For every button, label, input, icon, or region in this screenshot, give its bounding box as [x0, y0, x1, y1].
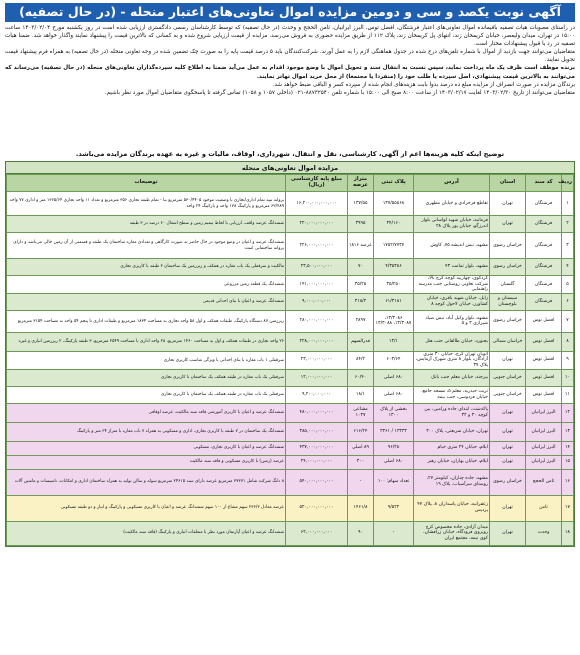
- plate-cell: تعداد سهام: ۱۰۰: [374, 469, 414, 495]
- table-row: [7, 259, 574, 276]
- plate-cell: ۳۴/۱۶۰: [374, 216, 414, 233]
- plate-cell: ۱۳۳۳۳ / ۳۳۶۱: [374, 422, 414, 441]
- col-row-number: ردیف: [562, 175, 574, 192]
- plate-cell: ۶۸۰ اصلی: [374, 386, 414, 403]
- row-number-cell: ۱۶: [562, 469, 574, 495]
- plate-cell: ۹۶/۲۸: [374, 441, 414, 455]
- row-number-cell: ۱۰: [562, 369, 574, 386]
- area-cell: ۱۴۶۱/۸: [348, 495, 374, 521]
- address-cell: کردکوی، چهاربید کوچه کرج بالا، شرکت تعاونی روستایی جنب مدرسه راهنمایی: [414, 276, 490, 294]
- plate-cell: ۱۳۷/۵۵۸۶۸: [374, 192, 414, 216]
- row-number-cell: ۱۲: [562, 403, 574, 422]
- doc-code-cell: فرشتگان: [526, 233, 562, 259]
- address-cell: بیرجند، خیابان معلم جنب بانک: [414, 369, 490, 386]
- address-cell: تهران، خیابان شریعتی، پلاک ۳۰۰: [414, 422, 490, 441]
- address-cell: مشهد، بلوار وکیل آباد، نبش صیاد شیرازی ۳ و ۵: [414, 310, 490, 332]
- intro-paragraph: متقاضیان می‌توانند از تاریخ ۱۴۰۳/۰۲/۳۰ لغایت ۱۴۰۳/۰۲/۱۷ از ساعت ۸:۰۰ صبح الی ۱۵:۰۰ با شماره تلفن ۸۸۷۳۲۵۴۰-۰۲۱ (داخلی ۱۰۵۷ و ۱۰۵۸) تماس گرفته تا پاسخگوی متقاضیان اموال مورد نظر باشیم.: [104, 89, 575, 96]
- address-cell: ایلام، خیابان بهاران، خیابان رهبر: [414, 455, 490, 469]
- doc-code-cell: ثامن الحجج: [526, 469, 562, 495]
- province-cell: تهران: [490, 192, 526, 216]
- area-cell: -: [348, 469, 374, 495]
- area-cell: قدرالسهم: [348, 332, 374, 351]
- row-number-cell: ۱۷: [562, 495, 574, 521]
- table-row: [7, 455, 574, 469]
- col-plate: پلاک ثبتی: [374, 175, 414, 192]
- base-price-cell: ۲۴,۰۰۰,۰۰۰,۰۰۰: [286, 455, 348, 469]
- col-address: آدرس: [414, 175, 490, 192]
- col-description: توضیحات: [7, 175, 286, 192]
- area-cell: ۹۰: [348, 521, 374, 545]
- address-cell: بجنورد، خیابان طالقانی جنب هتل: [414, 332, 490, 351]
- area-cell: ۱۳۷/۵۵: [348, 192, 374, 216]
- description-cell: مالکیت و سرقفلی یک باب مغازه در همکف و زیرزمین یک ساختمان ۳ طبقه با کاربری تجاری: [7, 259, 286, 276]
- base-price-cell: ۵۴۰,۰۰۰,۰۰۰,۰۰۰: [286, 469, 348, 495]
- address-cell: زابل، خیابان شهید باقری، خیابان کشاورز، خیابان لاحول کوچه ۸: [414, 293, 490, 310]
- table-row: [7, 216, 574, 233]
- plate-cell: ۶۰۳/۶۴: [374, 351, 414, 369]
- base-price-cell: ۱۲,۰۰۰,۰۰۰,۰۰۰: [286, 369, 348, 386]
- row-number-cell: ۶: [562, 293, 574, 310]
- base-price-cell: ۱۶,۲۰۰,۰۰۰,۰۰۰,۰۰۰: [286, 192, 348, 216]
- base-price-cell: ۲۸۰,۰۰۰,۰۰۰,۰۰۰: [286, 310, 348, 332]
- description-cell: ششدانگ عرصه و اعیان با کاربری تجاری، مسکونی: [7, 441, 286, 455]
- description-cell: سرقفلی یک باب مغازه در طبقه همکف یک ساختمان با کاربری تجاری: [7, 369, 286, 386]
- intro-paragraph: متقاضیان می‌توانند جهت بازدید از اموال با شماره تلفن‌های درج شده در جدول هماهنگی لازم را به عمل آورند. شرکت‌کنندگان باید ۵ درصد قیمت پایه را به صورت چک تضمین شده در وجه تعاونی منحله (در حال تصفیه) به همراه فرم پیشنهاد قیمت تحویل نمایند.: [5, 49, 575, 64]
- doc-code-cell: افضل توس: [526, 351, 562, 369]
- base-price-cell: ۲۲۶,۰۰۰,۰۰۰,۰۰۰: [286, 233, 348, 259]
- intro-text: [5, 24, 575, 148]
- base-price-cell: ۳۸۵,۰۰۰,۰۰۰,۰۰۰: [286, 422, 348, 441]
- row-number-cell: ۱۸: [562, 521, 574, 545]
- description-cell: ششدانگ یک ساختمان در ۷ طبقه با کاربری تجاری، اداری و مسکونی به همراه ۷ باب مغازه با متراژ ۳۴ متر و پارکینگ: [7, 422, 286, 441]
- area-cell: مشاعی ۱۰۳۷: [348, 403, 374, 422]
- area-cell: ۸۴/۲: [348, 351, 374, 369]
- address-cell: ایلام، خیابان ۲۴ متری خیام: [414, 441, 490, 455]
- base-price-cell: ۲۳,۵۰۰,۰۰۰,۰۰۰: [286, 259, 348, 276]
- base-price-cell: ۵۲۰,۰۰۰,۰۰۰,۰۰۰: [286, 495, 348, 521]
- province-cell: خراسان شمالی: [490, 332, 526, 351]
- area-cell: ۶۰/۴۰: [348, 369, 374, 386]
- doc-code-cell: افضل توس: [526, 386, 562, 403]
- doc-code-cell: افضل توس: [526, 332, 562, 351]
- address-cell: میدان آزادی، جاده مخصوص کرج روبروی فرودگاه، خیابان زرافشان، کوی نیمه، مجتمع ایران: [414, 521, 490, 545]
- table-body: [7, 192, 574, 546]
- base-price-cell: ۴۳۷,۰۰۰,۰۰۰,۰۰۰: [286, 441, 348, 455]
- description-cell: سرقفلی ۱ باب مغازه با بنای احداثی با ویژگی مناسب کاربری تجاری: [7, 351, 286, 369]
- area-cell: ۶۱۶/۲۴: [348, 422, 374, 441]
- province-cell: تهران: [490, 403, 526, 422]
- intro-paragraph: برنده موظف است ظرف یک ماه پرداخت نماید، سپس نسبت به انتقال سند و تحویل اموال با وضع موجود اقدام به عمل می‌آید ضمنا به اطلاع کلیه سپرده‌گذاران تعاونی‌های منحله (در حال تصفیه) می‌رساند که می‌توانند به بالاترین قیمت پیشنهادی، اصل سپرده یا طلب خود را (منفردا یا مجتمعا) از محل خرید اموال تهاتر نمایند.: [5, 65, 575, 80]
- description-cell: ششدانگ عرصه واقف، ارزیابی با لحاظ تیمیم زمین و سطح اشغال ۶۰ درصد در ۳ طبقه: [7, 216, 286, 233]
- auction-title: آگهی نوبت یکصد و سی و دومین مزایده اموال تعاونی‌های اعتبار منحله - (در حال تصفیه): [5, 3, 575, 22]
- address-cell: تقاطع فرحزادی و خیابان مطهری: [414, 192, 490, 216]
- row-number-cell: ۹: [562, 351, 574, 369]
- plate-cell: ۱۷۵۲/۷۷۳۷: [374, 233, 414, 259]
- table-row: [7, 403, 574, 422]
- description-cell: سرقفلی یک باب مغازه در طبقه همکف یک ساختمان با کاربری تجاری: [7, 386, 286, 403]
- doc-code-cell: ثامن: [526, 495, 562, 521]
- row-number-cell: ۴: [562, 259, 574, 276]
- col-area: متراژ عرصه: [348, 175, 374, 192]
- doc-code-cell: فرشتگان: [526, 259, 562, 276]
- description-cell: ششدانگ عرصه و اعیان در وضع موجود در حال حاضر به صورت کارگاهی و تعدادی مغازه ساختمان یک طبقه و قسمتی از آن زمین خالی می‌باشد و دارای پروانه ساختمانی است: [7, 233, 286, 259]
- base-price-cell: ۱۴۱,۰۰۰,۰۰۰,۰۰۰: [286, 276, 348, 294]
- province-cell: تهران: [490, 495, 526, 521]
- description-cell: ۲۶ واحد تجاری در طبقات همکف و اول به مساحت ۱۴۶۰ مترمربع، ۲۸ واحد اداری با مساحت ۲۵۴۹ مترمربع، ۳ طبقه پارکینگ، ۲ زیرزمین انباری و غیره: [7, 332, 286, 351]
- base-price-cell: ۴۸۰,۰۰۰,۰۰۰,۰۰۰: [286, 403, 348, 422]
- address-cell: مشهد، نبش اندیشه ۷۵، کاوش: [414, 233, 490, 259]
- province-cell: خراسان رضوی: [490, 469, 526, 495]
- col-province: استان: [490, 175, 526, 192]
- row-number-cell: ۱۵: [562, 455, 574, 469]
- plate-cell: ۹/۵۲۲: [374, 495, 414, 521]
- plate-cell: ۴/۳۵۳۸۶: [374, 259, 414, 276]
- area-cell: ۸۹ اصلی: [348, 441, 374, 455]
- doc-code-cell: افضل توس: [526, 369, 562, 386]
- area-cell: عرصه ۱۸۱۶: [348, 233, 374, 259]
- row-number-cell: ۱۴: [562, 441, 574, 455]
- plate-cell: ۶۸۰ اصلی: [374, 455, 414, 469]
- province-cell: تهران: [490, 441, 526, 455]
- col-doc-code: کد سند: [526, 175, 562, 192]
- address-cell: مشهد، جاده چناران، کیلومتر ۲۷، روستای سرآسیاب، پلاک ۱۹: [414, 469, 490, 495]
- address-cell: اتوبان تهران کرج، خیابان ۳۰ متری آزادگان، بلوار ۸ متری شهرک آزمایش، پلاک ۳۷: [414, 351, 490, 369]
- address-cell: زعفرانیه، خیابان پاسداران ۸، پلاک ۴۷ پردیس: [414, 495, 490, 521]
- row-number-cell: ۲: [562, 216, 574, 233]
- row-number-cell: ۱: [562, 192, 574, 216]
- province-cell: گلستان: [490, 276, 526, 294]
- province-cell: تهران: [490, 351, 526, 369]
- description-cell: ششدانگ عرصه و اعیان با بنای احداثی قدیمی: [7, 293, 286, 310]
- description-cell: ششدانگ یک قطعه زمین مزروعی: [7, 276, 286, 294]
- description-cell: زیرزمین ۸۷ دستگاه پارکینگ، طبقات همکف و اول ۵۸ واحد تجاری به مساحت ۱۸۳۴ مترمربع و طبقات اداری تا پنجم ۵۴ واحد به مساحت ۳۱۵۴ مترمربع: [7, 310, 286, 332]
- province-cell: خراسان رضوی: [490, 310, 526, 332]
- table-row: [7, 332, 574, 351]
- auction-board: [5, 161, 575, 547]
- table-row: [7, 386, 574, 403]
- province-cell: تهران: [490, 216, 526, 233]
- doc-code-cell: فرشتگان: [526, 293, 562, 310]
- address-cell: تربت حیدریه، معلم ۵، مسجد جامع، خیابان فردوسی، جنب بیمه: [414, 386, 490, 403]
- row-number-cell: ۱۱: [562, 386, 574, 403]
- intro-paragraph: در راستای مصوبات هیات تصفیه باقیمانده اموال تعاونی‌های اعتبار فرشتگان، افضل توس، البرز ایرانیان، ثامن الحجج و وحدت (در حال تصفیه) که توسط کارشناسان رسمی دادگستری ارزیابی شده است در روز یکشنبه مورخ ۱۴۰۳/۰۲/۰۴ ساعت ۱۵:۰۰ در تهران، میدان ولیعصر، خیابان کریمخان زند، انتهای پل کریمخان زند، پلاک ۱۱۲ از طریق مزایده حضوری به فروش می‌رسد. مزایده از قیمت ارزیابی شروع شده و به کسانی که بالاترین قیمت را پیشنهاد نمایند واگذار خواهد شد. ضمنا هیات تصفیه در رد یا قبول پیشنهادات مختار است.: [5, 25, 575, 48]
- base-price-cell: ۹,۰۰۰,۰۰۰,۰۰۰: [286, 293, 348, 310]
- doc-code-cell: فرشتگان: [526, 276, 562, 294]
- doc-code-cell: افضل توس: [526, 310, 562, 332]
- plate-cell: بخشی از پلاک ۱۳۰۰: [374, 403, 414, 422]
- table-row: [7, 495, 574, 521]
- plate-cell: ۶۸۰ اصلی: [374, 369, 414, 386]
- doc-code-cell: البرز ایرانیان: [526, 441, 562, 455]
- base-price-cell: ۲۳,۰۰۰,۰۰۰,۰۰۰: [286, 351, 348, 369]
- table-row: [7, 422, 574, 441]
- province-cell: تهران: [490, 422, 526, 441]
- plate-cell: ۶۱/۳۱۸۱: [374, 293, 414, 310]
- row-number-cell: ۸: [562, 332, 574, 351]
- plate-cell: -: [374, 521, 414, 545]
- row-number-cell: ۵: [562, 276, 574, 294]
- row-number-cell: ۱۳: [562, 422, 574, 441]
- table-row: [7, 351, 574, 369]
- doc-code-cell: فرشتگان: [526, 192, 562, 216]
- table-row: [7, 293, 574, 310]
- doc-code-cell: البرز ایرانیان: [526, 455, 562, 469]
- table-row: [7, 310, 574, 332]
- description-cell: ۸ دانگ شرکت شامل ۳۷۳۷۱ مترمربع عرصه دارای سند ۲۴۶۱۵ مترمربع سوله و سالن تولید به همراه ساختمان اداری و امکانات، تاسیسات و ماشین آلات: [7, 469, 286, 495]
- area-cell: ۳۹۹۵: [348, 216, 374, 233]
- plate-cell: ۱۳/۳۰۸۶، ۱۳/۳۰۸۷، ۱۳/۳۰۸۸: [374, 310, 414, 332]
- province-cell: خراسان جنوبی: [490, 369, 526, 386]
- province-cell: خراسان جنوبی: [490, 386, 526, 403]
- board-title: مزایده اموال تعاونی‌های منحله: [6, 162, 574, 174]
- address-cell: پاکدشت، ابتدای جاده ورامین، بین کوچه ۳۰ و ۳۲: [414, 403, 490, 422]
- province-cell: خراسان رضوی: [490, 259, 526, 276]
- area-cell: ۱۸/۱: [348, 386, 374, 403]
- province-cell: سیستان و بلوچستان: [490, 293, 526, 310]
- doc-code-cell: البرز ایرانیان: [526, 422, 562, 441]
- doc-code-cell: فرشتگان: [526, 216, 562, 233]
- row-number-cell: ۳: [562, 233, 574, 259]
- base-price-cell: ۲۲۰,۰۰۰,۰۰۰,۰۰۰: [286, 216, 348, 233]
- table-row: [7, 192, 574, 216]
- area-cell: ۳۱۸/۲: [348, 293, 374, 310]
- province-cell: خراسان رضوی: [490, 233, 526, 259]
- auction-table: [6, 174, 574, 546]
- table-row: [7, 369, 574, 386]
- area-cell: ۲۸۹۷: [348, 310, 374, 332]
- plate-cell: ۳۵/۲۵۰: [374, 276, 414, 294]
- area-cell: ۳۰۰: [348, 455, 374, 469]
- doc-code-cell: البرز ایرانیان: [526, 403, 562, 422]
- table-row: [7, 233, 574, 259]
- base-price-cell: ۹,۲۰۰,۰۰۰,۰۰۰: [286, 386, 348, 403]
- intro-paragraph: برندگان مزایده در صورت انصراف از مزایده مبلغ ده درصد بدوا بابت هزینه‌های انجام شده از سپرده کسر و الباقی ضبط خواهد شد.: [272, 81, 575, 88]
- table-row: [7, 521, 574, 545]
- plate-cell: ۱۳/۱: [374, 332, 414, 351]
- address-cell: مشهد، بلوار تمامت ۴۳: [414, 259, 490, 276]
- table-header-row: [7, 175, 574, 192]
- table-row: [7, 276, 574, 294]
- description-cell: عرصه معادل ۲۳۶/۳ سهم مشاع از ۱۰۰ سهم ششدانگ عرصه و اعیان با کاربری مسکونی و پارکینگ و انبار و دو طبقه مسکونی: [7, 495, 286, 521]
- row-number-cell: ۷: [562, 310, 574, 332]
- province-cell: تهران: [490, 455, 526, 469]
- table-row: [7, 441, 574, 455]
- base-price-cell: ۲۲۸,۰۰۰,۰۰۰,۰۰۰: [286, 332, 348, 351]
- fees-notice: توضیح اینکه کلیه هزینه‌ها اعم از آگهی، کارشناسی، نقل و انتقال، شهرداری، اوقاف، مالیات و غیره به عهده برندگان مزایده می‌باشد.: [75, 150, 505, 158]
- description-cell: پروانه تیپه تمام اداری/تجاری با وضعیت موجود ۵۳۰/۴۴۰۵ مترمربع بنا - تمام طبقه تجاری ۳۵۶ مترمربع و تعداد ۱۱ واحد تجاری ۱۳۶۵/۶۴ متر و اداری ۷۷ واحد ۶۳/۲۸۹ مترمربع و پارکینگ ۱۷۸ واحد و پارکینگ ۲۴ واحد: [7, 192, 286, 216]
- description-cell: عرصه (زمین) با کاربری مسکونی و فاقد سند مالکیت: [7, 455, 286, 469]
- description-cell: ششدانگ عرصه و اعیان آپارتمان مورد نظر با متعلقات انباری و پارکینگ (فاقد سند مالکیت): [7, 521, 286, 545]
- base-price-cell: ۶۲,۰۰۰,۰۰۰,۰۰۰: [286, 521, 348, 545]
- description-cell: ششدانگ عرصه و اعیان با کاربری آموزشی فاقد سند مالکیت، عرصه اوقافی: [7, 403, 286, 422]
- address-cell: فرمانیه، خیابان شهید لواسانی بلوار اندرزگو، خیابان پور پلاک ۲۸: [414, 216, 490, 233]
- doc-code-cell: وحدت: [526, 521, 562, 545]
- col-base-price: مبلغ پایه کارشناسی (ریال): [286, 175, 348, 192]
- area-cell: ۳۵/۲۵: [348, 276, 374, 294]
- province-cell: تهران: [490, 521, 526, 545]
- table-row: [7, 469, 574, 495]
- area-cell: ۷۰: [348, 259, 374, 276]
